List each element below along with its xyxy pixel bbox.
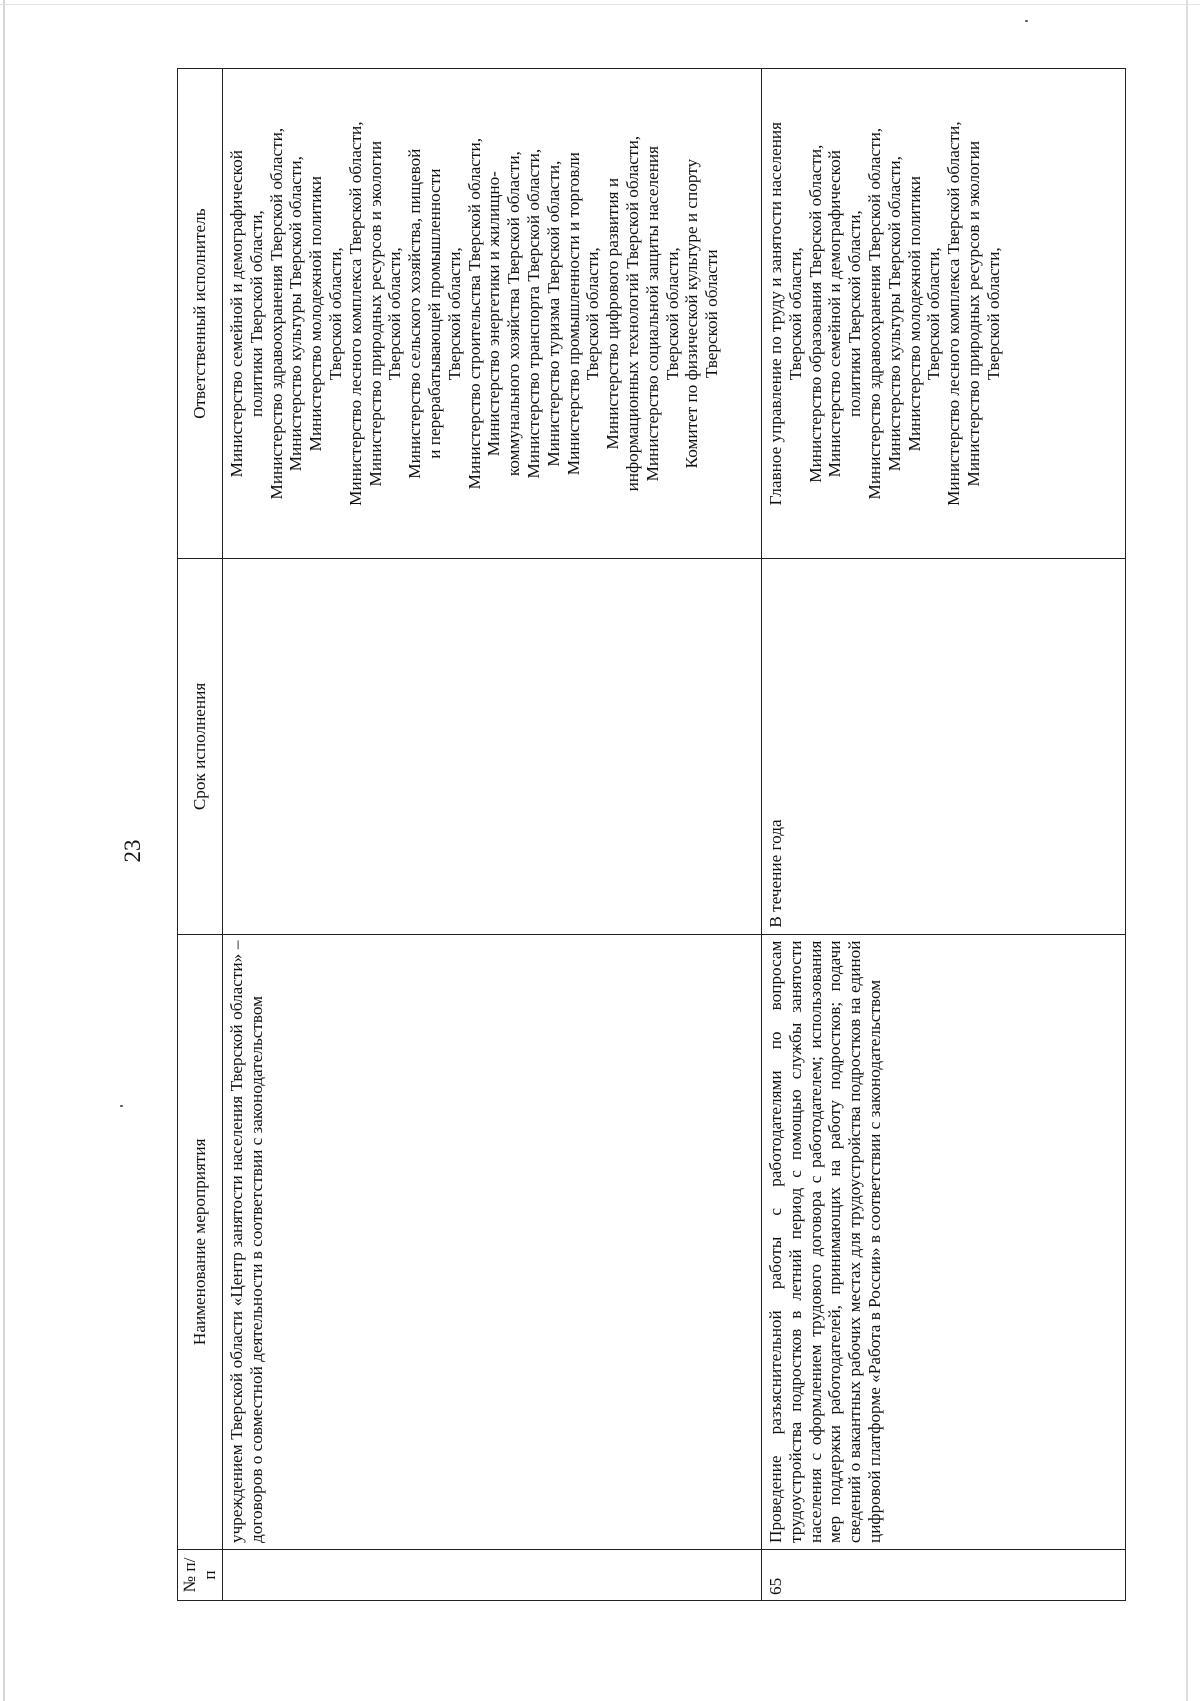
header-deadline: Срок исполнения bbox=[178, 559, 223, 934]
responsible-line: Тверской области, bbox=[662, 247, 682, 381]
responsible-line: Министерство лесного комплекса Тверской области, bbox=[345, 121, 365, 506]
table-header-row bbox=[178, 69, 223, 1601]
responsible-line: Тверской области, bbox=[325, 247, 345, 381]
responsible-line: Тверской области, bbox=[924, 247, 944, 381]
responsible-line: Министерство семейной и демографической bbox=[227, 150, 246, 478]
activity-name: учреждением Тверской области «Центр занятости населения Тверской области» – договоров о совместной деятельности в соответствии с законодательством bbox=[223, 934, 762, 1549]
responsible-line: Министерство образования Тверской области, bbox=[805, 144, 825, 483]
responsible-line: Тверской области, bbox=[785, 247, 805, 381]
responsible-line: Министерство промышленности и торговли bbox=[563, 152, 583, 476]
responsible-line: Тверской области, bbox=[444, 247, 464, 381]
deadline: В течение года bbox=[762, 559, 1126, 934]
row-number bbox=[223, 1549, 762, 1600]
header-activity-name: Наименование мероприятия bbox=[178, 934, 223, 1549]
responsible-line: Министерство молодежной политики bbox=[904, 176, 924, 452]
responsible-list bbox=[762, 69, 1126, 559]
header-number: № п/п bbox=[178, 1549, 223, 1600]
row-number: 65 bbox=[762, 1549, 1126, 1600]
responsible-list bbox=[223, 69, 762, 559]
header-responsible: Ответственный исполнитель bbox=[178, 69, 223, 559]
responsible-line: Министерство лесного комплекса Тверской области, bbox=[944, 121, 964, 506]
responsible-line: Министерство культуры Тверской области, bbox=[286, 156, 306, 472]
page-number: 23 bbox=[120, 839, 145, 863]
responsible-line: Министерство здравоохранения Тверской области, bbox=[266, 127, 286, 500]
responsible-line: Министерство туризма Тверской области, bbox=[543, 160, 563, 467]
responsible-line: Тверской области, bbox=[385, 247, 405, 381]
responsible-line: Министерство социальной защиты населения bbox=[642, 145, 662, 482]
responsible-line: информационных технологий Тверской области, bbox=[622, 135, 642, 492]
deadline bbox=[223, 559, 762, 934]
responsible-line: Министерство здравоохранения Тверской области, bbox=[864, 127, 884, 500]
responsible-line: политики Тверской области, bbox=[845, 210, 865, 418]
activity-name: Проведение разъяснительной работы с работодателями по вопросам трудоустройства подростков в летний период с помощью службы занятости населения с оформлением трудового договора с работодателем; использования мер поддержки работодателей, принимающих на работу подростков; подачи сведений о вакантных рабочих местах для трудоустройства подростков на единой цифровой платформе «Работа в России» в соответствии с законодательством bbox=[762, 934, 1126, 1549]
responsible-line: Главное управление по труду и занятости населения bbox=[766, 121, 785, 506]
action-plan-table bbox=[177, 68, 1126, 1601]
responsible-line: Министерство энергетики и жилищно- bbox=[484, 171, 504, 457]
responsible-line: Министерство природных ресурсов и экологии bbox=[365, 140, 385, 487]
responsible-line: Министерство транспорта Тверской области, bbox=[523, 148, 543, 479]
responsible-line: коммунального хозяйства Тверской области, bbox=[504, 151, 524, 477]
responsible-line: Тверской области, bbox=[983, 247, 1003, 381]
responsible-line: Министерство семейной и демографической bbox=[825, 150, 845, 478]
responsible-line: Министерство культуры Тверской области, bbox=[884, 156, 904, 472]
responsible-line: Министерство цифрового развития и bbox=[603, 177, 623, 450]
responsible-line: Тверской области bbox=[702, 249, 722, 378]
responsible-line: Тверской области, bbox=[583, 247, 603, 381]
responsible-line: Министерство строительства Тверской области, bbox=[464, 138, 484, 490]
table-row bbox=[223, 69, 762, 1601]
responsible-line: Министерство сельского хозяйства, пищевой bbox=[405, 148, 425, 479]
table-row bbox=[762, 69, 1126, 1601]
responsible-line: политики Тверской области, bbox=[246, 210, 266, 418]
responsible-line: Комитет по физической культуре и спорту bbox=[682, 158, 702, 469]
responsible-line: Министерство природных ресурсов и экологии bbox=[963, 140, 983, 487]
responsible-line: Министерство молодежной политики bbox=[306, 176, 326, 452]
responsible-line: и перерабатывающей промышленности bbox=[424, 168, 444, 459]
